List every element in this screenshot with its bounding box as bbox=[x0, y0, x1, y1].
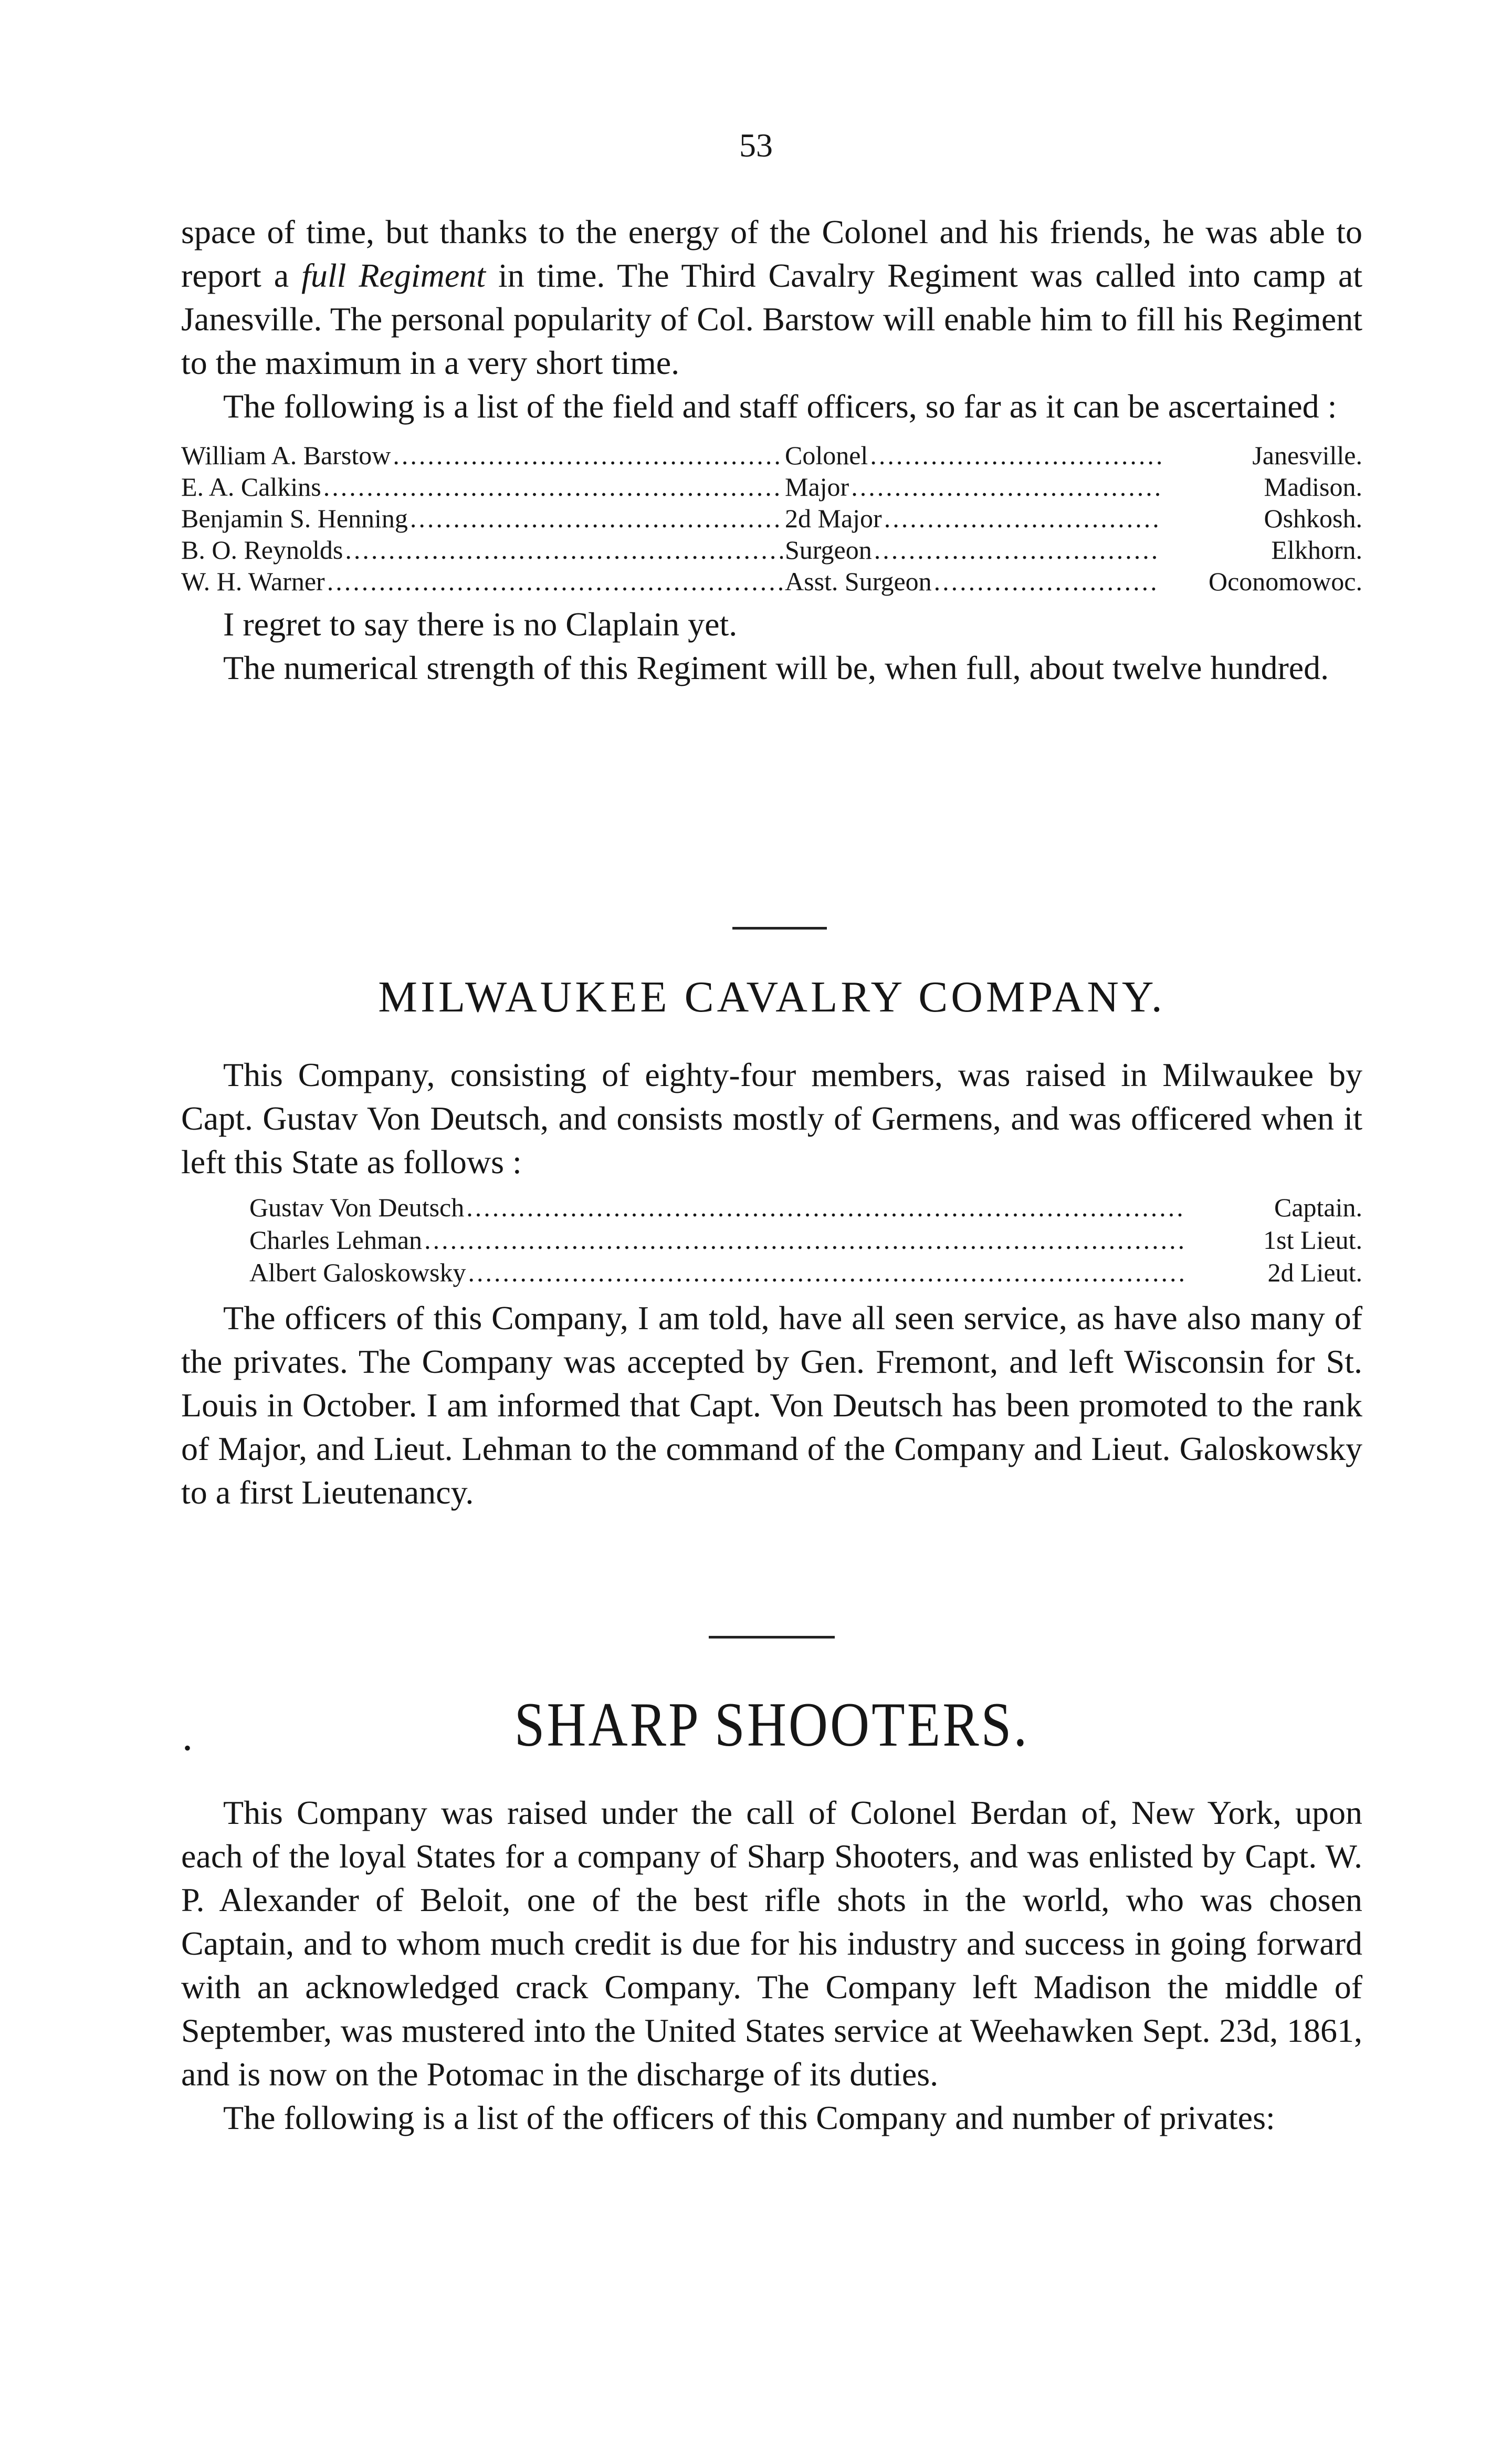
officer-rank: Asst. Surgeon bbox=[785, 567, 932, 596]
roster-row bbox=[181, 440, 1362, 471]
field-staff-roster bbox=[181, 440, 1362, 597]
section-third-cavalry bbox=[181, 210, 1362, 690]
bullet-mark: • bbox=[184, 1736, 192, 1760]
roster-row bbox=[249, 1191, 1362, 1224]
paragraph-regiment-strength: The numerical strength of this Regiment will be, when full, about twelve hundred. bbox=[223, 649, 1329, 686]
officer-name: Charles Lehman bbox=[249, 1225, 423, 1255]
officer-residence: Janesville. bbox=[1252, 441, 1362, 470]
section-milwaukee-cavalry bbox=[181, 1053, 1362, 1514]
officer-rank: Colonel bbox=[785, 441, 868, 470]
section-divider bbox=[709, 1636, 835, 1639]
section-sharp-shooters bbox=[181, 1791, 1362, 2140]
officer-name: W. H. Warner bbox=[181, 567, 325, 596]
roster-row bbox=[181, 503, 1362, 534]
roster-row bbox=[249, 1224, 1362, 1256]
paragraph-sharp-shooters-raised: This Company was raised under the call of Colonel Berdan of, New York, upon each of the loyal States for a company of Sharp Shooters, and was enlisted by Capt. W. P. Alexander of Beloit, one of the best rifle shots in the world, who was chosen Captain, and to whom much credit is due for his industry and success in going forward with an acknowledged crack Company. The Company left Madison the middle of September, was mustered into the United States service at Weehawken Sept. 23d, 1861, and is now on the Potomac in the discharge of its duties. bbox=[181, 1794, 1362, 2093]
officer-rank: 2d Major bbox=[785, 504, 882, 533]
roster-row bbox=[249, 1256, 1362, 1289]
officer-name: Benjamin S. Henning bbox=[181, 504, 408, 533]
officer-residence: Oshkosh. bbox=[1264, 504, 1362, 533]
officer-rank: Major bbox=[785, 472, 849, 502]
paragraph-company-raised: This Company, consisting of eighty-four members, was raised in Milwaukee by Capt. Gustav Von Deutsch, and consists mostly of Germens, and was officered when it left this State as follows : bbox=[181, 1056, 1362, 1181]
company-officer-roster bbox=[249, 1191, 1362, 1289]
roster-row bbox=[181, 471, 1362, 503]
paragraph-sharp-shooters-list-intro: The following is a list of the officers of this Company and number of privates: bbox=[223, 2099, 1275, 2136]
heading-milwaukee-cavalry: MILWAUKEE CAVALRY COMPANY. bbox=[378, 973, 1166, 1021]
officer-rank: 1st Lieut. bbox=[1263, 1225, 1362, 1255]
paragraph-regiment-continuation: space of time, but thanks to the energy of the Colonel and his friends, he was able to report a full Regiment in time. The Third Cavalry Regiment was called into camp at Janesville. The personal popularity of Col. Barstow will enable him to fill his Regiment to the maximum in a very short time. bbox=[181, 213, 1363, 381]
paragraph-officer-list-intro: The following is a list of the field and staff officers, so far as it can be ascertained : bbox=[223, 388, 1337, 425]
officer-name: B. O. Reynolds bbox=[181, 535, 343, 565]
officer-residence: Elkhorn. bbox=[1271, 535, 1362, 565]
paragraph-chaplain: I regret to say there is no Claplain yet. bbox=[223, 606, 738, 643]
officer-rank: Captain. bbox=[1274, 1193, 1362, 1222]
officer-rank: Surgeon bbox=[785, 535, 872, 565]
officer-name: E. A. Calkins bbox=[181, 472, 321, 502]
paragraph-company-service: The officers of this Company, I am told, have all seen service, as have also many of the privates. The Company was accepted by Gen. Fremont, and left Wisconsin for St. Louis in October. I am informed that Capt. Von Deutsch has been promoted to the rank of Major, and Lieut. Lehman to the command of the Company and Lieut. Galoskowsky to a first Lieutenancy. bbox=[181, 1299, 1362, 1511]
roster-row bbox=[181, 566, 1362, 597]
officer-residence: Oconomowoc. bbox=[1209, 567, 1362, 596]
officer-name: William A. Barstow bbox=[181, 441, 391, 470]
officer-name: Gustav Von Deutsch bbox=[249, 1193, 465, 1222]
page-number: 53 bbox=[739, 127, 773, 164]
officer-name: Albert Galoskowsky bbox=[249, 1258, 466, 1287]
roster-row bbox=[181, 534, 1362, 566]
officer-rank: 2d Lieut. bbox=[1267, 1258, 1362, 1287]
officer-residence: Madison. bbox=[1264, 472, 1362, 502]
italic-full-regiment: full Regiment bbox=[301, 257, 486, 294]
heading-sharp-shooters: SHARP SHOOTERS. bbox=[514, 1690, 1030, 1760]
section-divider bbox=[732, 927, 827, 930]
